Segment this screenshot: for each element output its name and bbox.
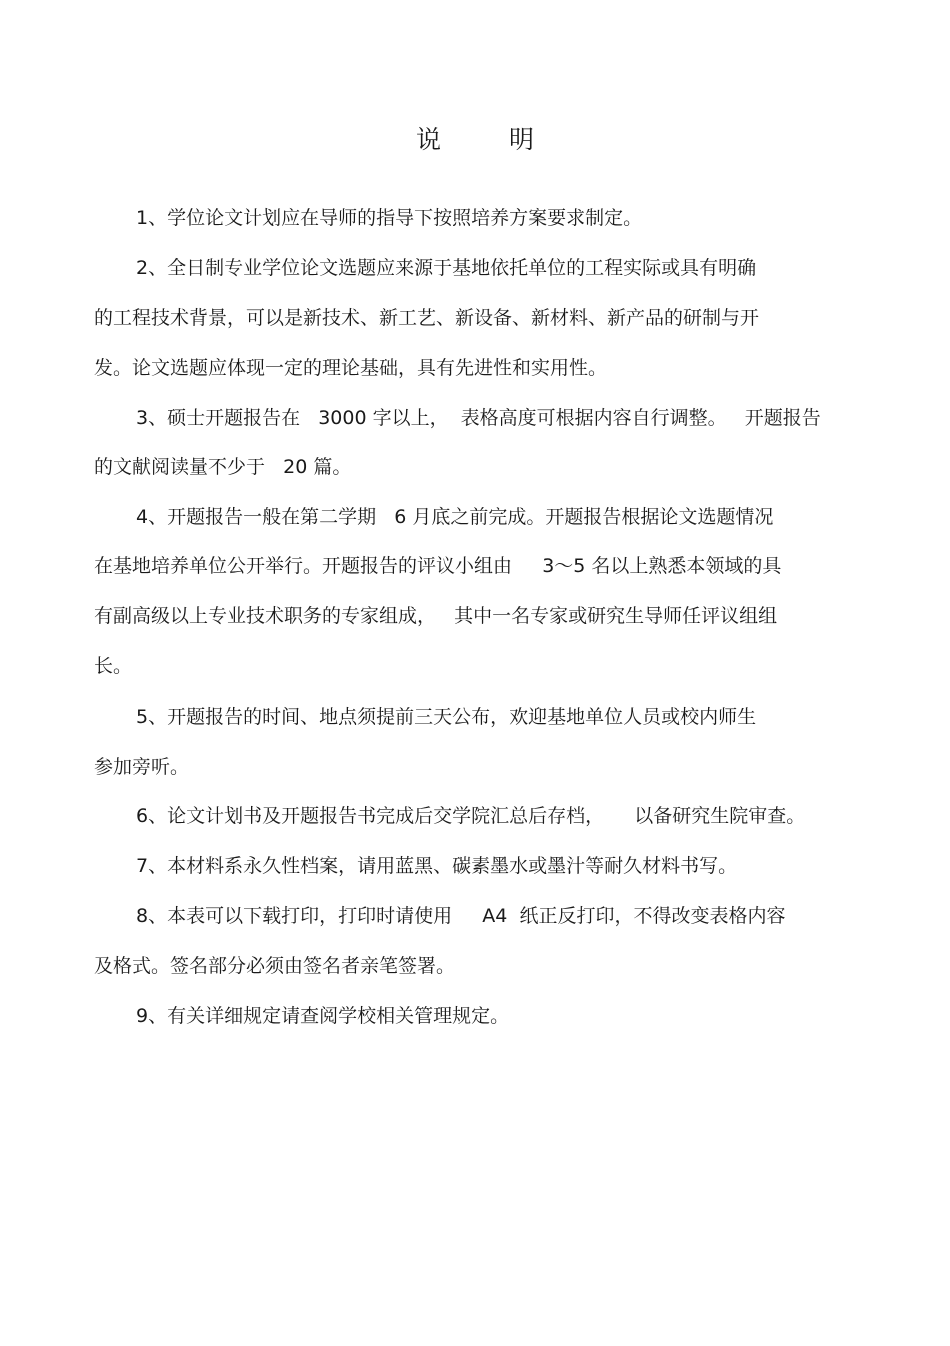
page-title: 说 明 [416,125,564,154]
item-8-line-2: 及格式。签名部分必须由签名者亲笔签署。 [94,955,456,977]
item-8-line-1: 8、本表可以下载打印，打印时请使用 A4 纸正反打印，不得改变表格内容 [136,905,786,927]
item-2-line-2: 的工程技术背景，可以是新技术、新工艺、新设备、新材料、新产品的研制与开 [94,307,760,329]
item-4-line-3: 有副高级以上专业技术职务的专家组成， 其中一名专家或研究生导师任评议组组 [94,605,778,627]
item-1-line-1: 1、学位论文计划应在导师的指导下按照培养方案要求制定。 [136,207,643,229]
item-2-line-3: 发。论文选题应体现一定的理论基础，具有先进性和实用性。 [94,357,608,379]
item-2-line-1: 2、全日制专业学位论文选题应来源于基地依托单位的工程实际或具有明确 [136,257,757,279]
item-4-line-4: 长。 [94,655,133,677]
item-4-line-1: 4、开题报告一般在第二学期 6 月底之前完成。开题报告根据论文选题情况 [136,506,774,528]
item-5-line-1: 5、开题报告的时间、地点须提前三天公布，欢迎基地单位人员或校内师生 [136,706,757,728]
item-6-line-1: 6、论文计划书及开题报告书完成后交学院汇总后存档， 以备研究生院审查。 [136,805,806,827]
item-7-line-1: 7、本材料系永久性档案，请用蓝黑、碳素墨水或墨汁等耐久材料书写。 [136,855,738,877]
item-5-line-2: 参加旁听。 [94,756,190,778]
item-9-line-1: 9、有关详细规定请查阅学校相关管理规定。 [136,1005,510,1027]
item-3-line-1: 3、硕士开题报告在 3000 字以上， 表格高度可根据内容自行调整。 开题报告 [136,407,821,429]
item-3-line-2: 的文献阅读量不少于 20 篇。 [94,456,352,478]
item-4-line-2: 在基地培养单位公开举行。开题报告的评议小组由 3～5 名以上熟悉本领域的具 [94,555,782,577]
